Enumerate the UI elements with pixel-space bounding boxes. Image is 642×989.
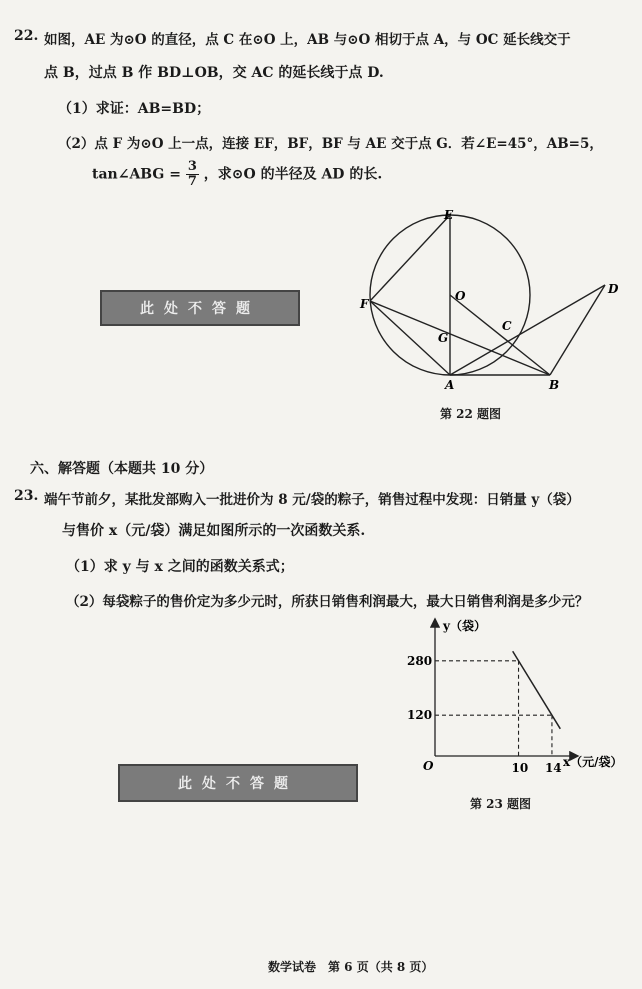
q23-number: 23. [14, 488, 39, 504]
page-footer: 数学试卷 第 6 页（共 8 页） [268, 960, 434, 974]
q23-stem-line2: 与售价 x（元/袋）满足如图所示的一次函数关系. [62, 523, 366, 539]
label-f: F [360, 297, 369, 311]
q22-frac-num: 3 [187, 159, 197, 174]
q22-no-answer-box: 此处不答题 [100, 290, 300, 326]
label-o: O [455, 289, 466, 303]
q22-number: 22. [14, 28, 39, 44]
segment-ef [370, 215, 450, 301]
q22-part2-suffix: ，求⊙O 的半径及 AD 的长. [203, 166, 383, 183]
q22-geometry-figure [350, 205, 630, 395]
section6-title: 六、解答题（本题共 10 分） [30, 461, 214, 477]
label-g: G [438, 331, 449, 345]
label-a: A [445, 378, 455, 392]
q22-part2-line1: （2）点 F 为⊙O 上一点，连接 EF，BF，BF 与 AE 交于点 G．若∠E=45°，AB=5， [58, 136, 603, 152]
label-c: C [502, 319, 512, 333]
x-tick-label-1: 14 [544, 761, 562, 775]
x-tick-label-0: 10 [511, 761, 529, 775]
segment-ob [450, 295, 550, 375]
segment-ad [450, 285, 605, 375]
q22-tan-prefix: tan∠ABG = [92, 166, 181, 183]
q22-figure-caption: 第 22 题图 [440, 407, 502, 421]
q23-line-chart [395, 610, 635, 790]
q23-no-answer-box: 此处不答题 [118, 764, 358, 802]
y-tick-label-0: 280 [407, 653, 433, 668]
segment-bd [550, 285, 605, 375]
q23-stem-line1: 端午节前夕，某批发部购入一批进价为 8 元/袋的粽子，销售过程中发现：日销量 y（袋） [44, 492, 580, 508]
segment-fb [370, 301, 550, 375]
q22-part2-line2 [92, 160, 382, 189]
label-b: B [549, 378, 560, 392]
x-axis-label: x（元/袋） [563, 755, 623, 769]
label-e: E [444, 208, 454, 222]
label-d: D [608, 282, 619, 296]
q22-stem-line1: 如图，AE 为⊙O 的直径，点 C 在⊙O 上，AB 与⊙O 相切于点 A，与 OC 延长线交于 [44, 32, 571, 48]
q22-fraction [186, 160, 199, 189]
y-tick-label-1: 120 [407, 708, 433, 723]
y-axis-label: y（袋） [443, 619, 486, 633]
origin-label: O [423, 759, 434, 773]
q23-part1: （1）求 y 与 x 之间的函数关系式； [66, 559, 294, 575]
q23-figure-caption: 第 23 题图 [470, 797, 532, 811]
q22-frac-den: 7 [187, 174, 197, 189]
q23-part2: （2）每袋粽子的售价定为多少元时，所获日销售利润最大，最大日销售利润是多少元？ [66, 594, 589, 610]
series-line [513, 651, 561, 729]
q22-stem-line2: 点 B，过点 B 作 BD⊥OB，交 AC 的延长线于点 D. [44, 65, 384, 81]
q22-part1: （1）求证：AB=BD； [58, 101, 211, 117]
